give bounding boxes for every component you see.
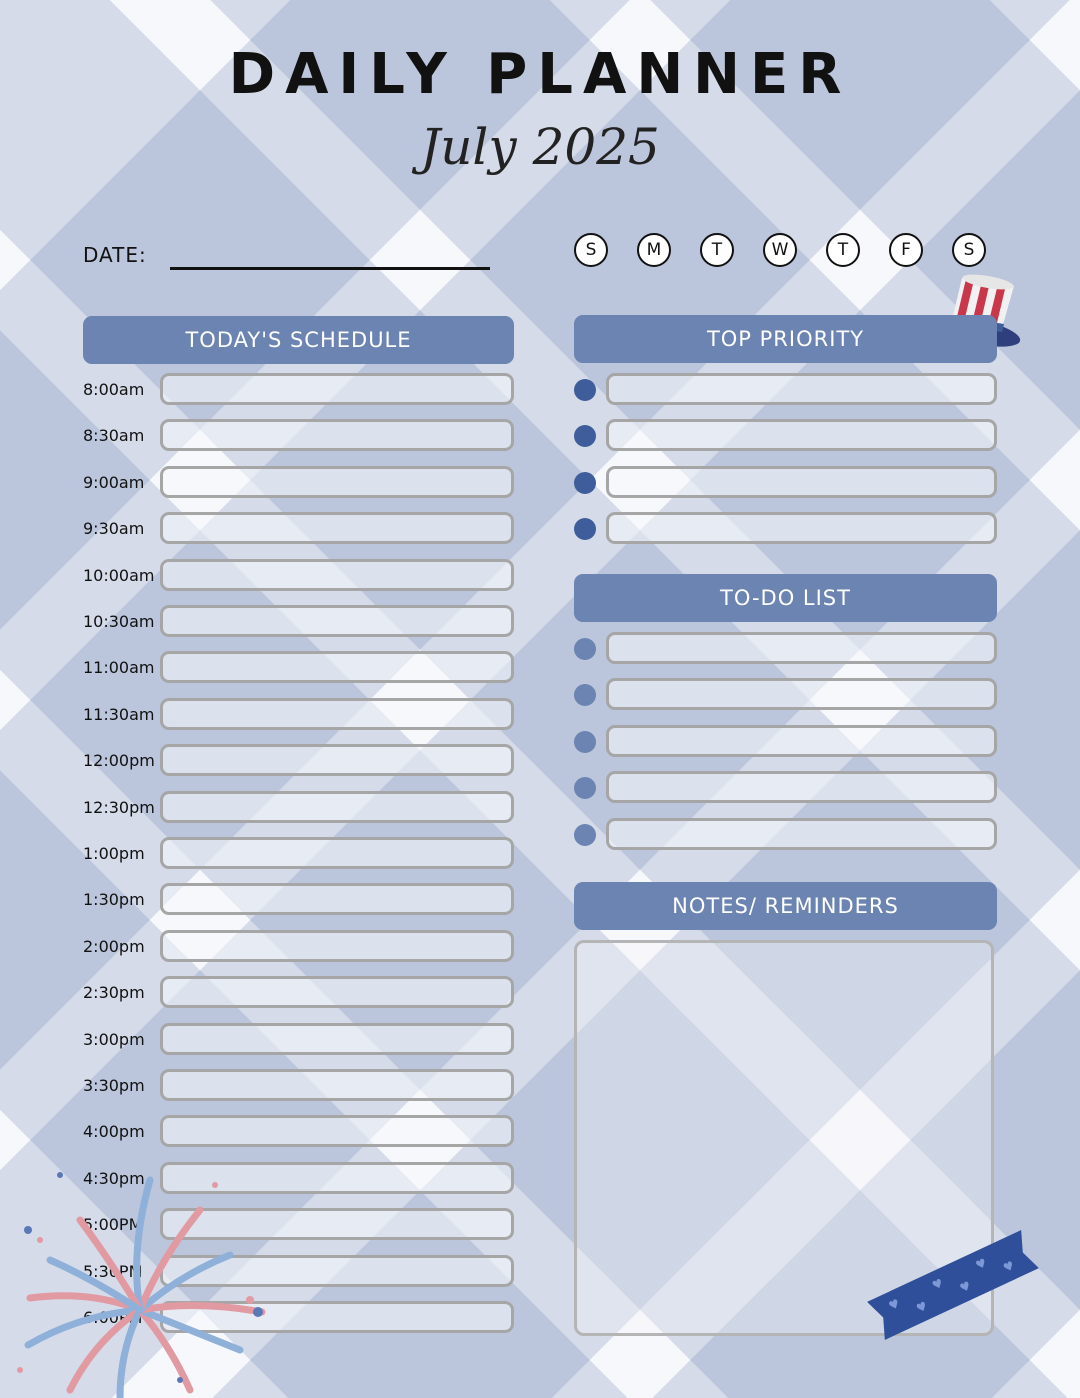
schedule-entry-field[interactable] bbox=[160, 883, 514, 915]
top-priority-header: TOP PRIORITY bbox=[574, 315, 997, 363]
svg-text:♥: ♥ bbox=[957, 1278, 974, 1296]
weekday-friday[interactable]: F bbox=[889, 233, 923, 267]
bullet-dot bbox=[574, 731, 596, 753]
bullet-dot bbox=[574, 824, 596, 846]
schedule-entry-field[interactable] bbox=[160, 837, 514, 869]
schedule-entry-field[interactable] bbox=[160, 419, 514, 451]
schedule-entry-field[interactable] bbox=[160, 651, 514, 683]
date-label: DATE: bbox=[83, 243, 147, 267]
schedule-time-label: 9:30am bbox=[83, 519, 145, 539]
schedule-time-label: 10:00am bbox=[83, 565, 155, 585]
todo-entry-field[interactable] bbox=[606, 678, 997, 710]
schedule-time-label: 2:30pm bbox=[83, 983, 145, 1003]
todo-entry-field[interactable] bbox=[606, 818, 997, 850]
schedule-time-label: 1:30pm bbox=[83, 890, 145, 910]
svg-text:♥: ♥ bbox=[886, 1296, 903, 1314]
schedule-time-label: 6:00PM bbox=[83, 1308, 143, 1327]
schedule-entry-field[interactable] bbox=[160, 976, 514, 1008]
schedule-time-label: 11:00am bbox=[83, 658, 155, 678]
bullet-dot bbox=[574, 472, 596, 494]
page-title: DAILY PLANNER bbox=[228, 42, 852, 107]
schedule-time-label: 11:30am bbox=[83, 704, 155, 724]
schedule-time-label: 8:00am bbox=[83, 380, 145, 399]
schedule-entry-field[interactable] bbox=[160, 466, 514, 498]
schedule-time-label: 4:00pm bbox=[83, 1122, 145, 1142]
schedule-entry-field[interactable] bbox=[160, 1069, 514, 1101]
schedule-entry-field[interactable] bbox=[160, 744, 514, 776]
priority-entry-field[interactable] bbox=[606, 466, 997, 498]
svg-text:♥: ♥ bbox=[929, 1275, 946, 1294]
weekday-monday[interactable]: M bbox=[637, 233, 671, 267]
schedule-entry-field[interactable] bbox=[160, 1023, 514, 1055]
svg-text:♥: ♥ bbox=[1001, 1258, 1017, 1276]
schedule-entry-field[interactable] bbox=[160, 791, 514, 823]
weekday-wednesday[interactable]: W bbox=[763, 233, 797, 267]
todo-entry-field[interactable] bbox=[606, 632, 997, 664]
weekday-saturday[interactable]: S bbox=[952, 233, 986, 267]
bullet-dot bbox=[574, 379, 596, 401]
schedule-time-label: 9:00am bbox=[83, 472, 145, 492]
weekday-thursday[interactable]: T bbox=[826, 233, 860, 267]
svg-text:♥: ♥ bbox=[914, 1298, 930, 1316]
schedule-entry-field[interactable] bbox=[160, 373, 514, 405]
schedule-header: TODAY'S SCHEDULE bbox=[83, 316, 514, 364]
schedule-entry-field[interactable] bbox=[160, 512, 514, 544]
priority-entry-field[interactable] bbox=[606, 419, 997, 451]
weekday-sunday[interactable]: S bbox=[574, 233, 608, 267]
todo-entry-field[interactable] bbox=[606, 725, 997, 757]
schedule-time-label: 5:00PM bbox=[83, 1215, 143, 1235]
weekday-tuesday[interactable]: T bbox=[700, 233, 734, 267]
schedule-time-label: 12:00pm bbox=[83, 751, 155, 771]
schedule-time-label: 5:30PM bbox=[83, 1261, 143, 1281]
schedule-time-label: 2:00pm bbox=[83, 936, 145, 956]
weekday-selector bbox=[574, 233, 986, 267]
schedule-time-label: 3:00pm bbox=[83, 1029, 145, 1049]
schedule-time-label: 1:00pm bbox=[83, 844, 145, 863]
schedule-entry-field[interactable] bbox=[160, 698, 514, 730]
schedule-time-label: 3:30pm bbox=[83, 1076, 145, 1095]
svg-text:♥: ♥ bbox=[973, 1255, 990, 1273]
schedule-time-label: 8:30am bbox=[83, 426, 145, 446]
firework-icon bbox=[0, 1140, 290, 1398]
todo-entry-field[interactable] bbox=[606, 771, 997, 803]
schedule-entry-field[interactable] bbox=[160, 605, 514, 637]
schedule-time-label: 10:30am bbox=[83, 612, 155, 631]
schedule-time-label: 12:30pm bbox=[83, 797, 155, 817]
priority-entry-field[interactable] bbox=[606, 512, 997, 544]
priority-entry-field[interactable] bbox=[606, 373, 997, 405]
bullet-dot bbox=[574, 638, 596, 660]
todo-header: TO-DO LIST bbox=[574, 574, 997, 622]
page-subtitle: July 2025 bbox=[420, 118, 660, 176]
date-field[interactable] bbox=[170, 267, 490, 270]
schedule-entry-field[interactable] bbox=[160, 559, 514, 591]
notes-header: NOTES/ REMINDERS bbox=[574, 882, 997, 930]
schedule-time-label: 4:30pm bbox=[83, 1168, 145, 1188]
schedule-entry-field[interactable] bbox=[160, 930, 514, 962]
